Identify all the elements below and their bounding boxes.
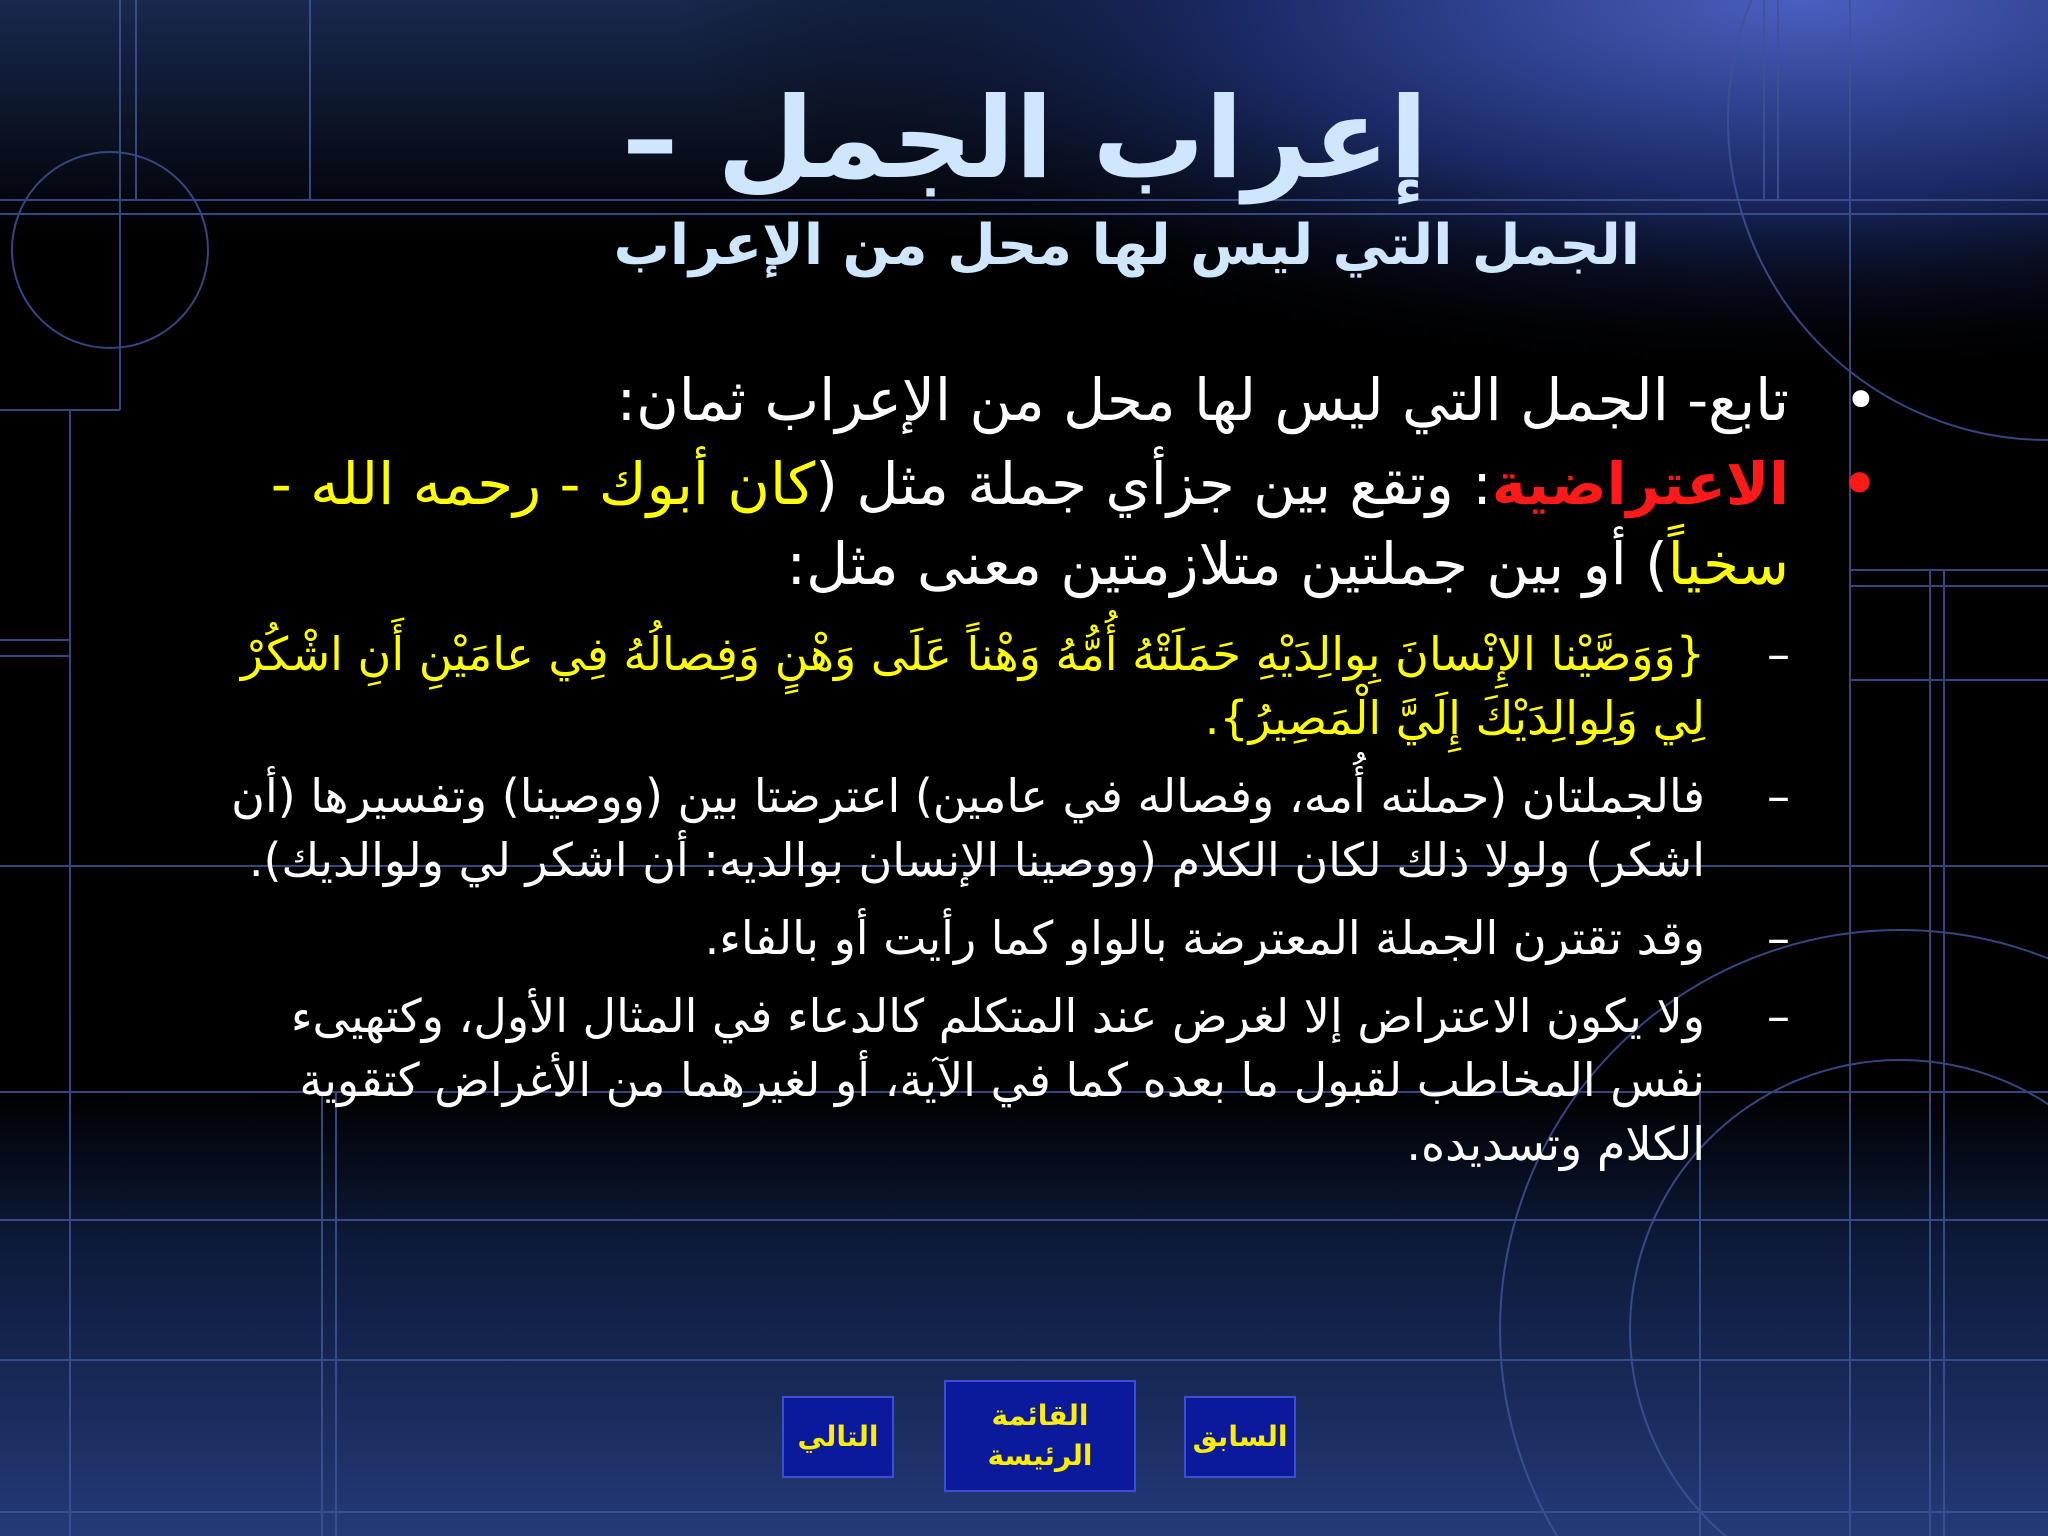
quran-verse: {وَوَصَّيْنا الإِنْسانَ بِوالِدَيْهِ حَمَلَتْهُ أُمُّهُ وَهْناً عَلَى وَهْنٍ وَفِصالُهُ فِي عامَيْنِ أَنِ اشْكُرْ لِي وَلِوالِدَيْكَ إِلَيَّ الْمَصِيرُ}. [240, 627, 1705, 745]
dash-marker: – [1767, 911, 1790, 965]
next-button-label: التالي [797, 1420, 879, 1453]
slide-content [140, 360, 1878, 1176]
previous-button[interactable] [1184, 1396, 1296, 1478]
dash-marker: – [1767, 989, 1790, 1043]
bullet-item-intro [214, 360, 1878, 440]
conjunction-text: وقد تقترن الجملة المعترضة بالواو كما رأيت أو بالفاء. [704, 911, 1705, 965]
main-menu-button[interactable] [944, 1380, 1136, 1492]
term-highlight: الاعتراضية [1491, 450, 1789, 518]
dash-marker: – [1767, 769, 1790, 823]
next-button[interactable] [782, 1396, 894, 1478]
slide-subtitle: الجمل التي ليس لها محل من الإعراب [613, 213, 1640, 278]
main-menu-label-line1: القائمة [991, 1399, 1089, 1432]
definition-text-end: ) أو بين جملتين متلازمتين معنى مثل: [786, 530, 1668, 598]
sub-bullet-purpose [205, 984, 1790, 1176]
sub-bullet-quran [205, 622, 1790, 750]
sub-bullet-explanation [205, 764, 1790, 892]
example-highlight: كان أبوك - رحمه الله - سخياً [270, 450, 1789, 598]
dash-marker: – [1767, 627, 1790, 681]
explanation-text: فالجملتان (حملته أُمه، وفصاله في عامين) اعترضتا بين (ووصينا) وتفسيرها (أن اشكر) ولولا ذلك لكان الكلام (ووصينا الإنسان بوالديه: أن اشكر لي ولوالديك). [231, 769, 1705, 887]
definition-text: : وتقع بين جزأي جملة مثل ( [815, 450, 1492, 518]
bullet-item-definition [214, 444, 1878, 604]
bullet-marker: • [1840, 450, 1878, 518]
bullet-marker: • [1843, 366, 1878, 434]
main-menu-label-line2: الرئيسة [987, 1439, 1093, 1472]
slide-title: إعراب الجمل – [622, 74, 1428, 204]
purpose-text: ولا يكون الاعتراض إلا لغرض عند المتكلم كالدعاء في المثال الأول، وكتهيىء نفس المخاطب لقبول ما بعده كما في الآية، أو لغيرهما من الأغراض كتقوية الكلام وتسديده. [290, 989, 1705, 1171]
previous-button-label: السابق [1192, 1420, 1288, 1453]
sub-bullet-conjunction [205, 906, 1790, 970]
bullet-text: تابع- الجمل التي ليس لها محل من الإعراب ثمان: [616, 366, 1789, 434]
